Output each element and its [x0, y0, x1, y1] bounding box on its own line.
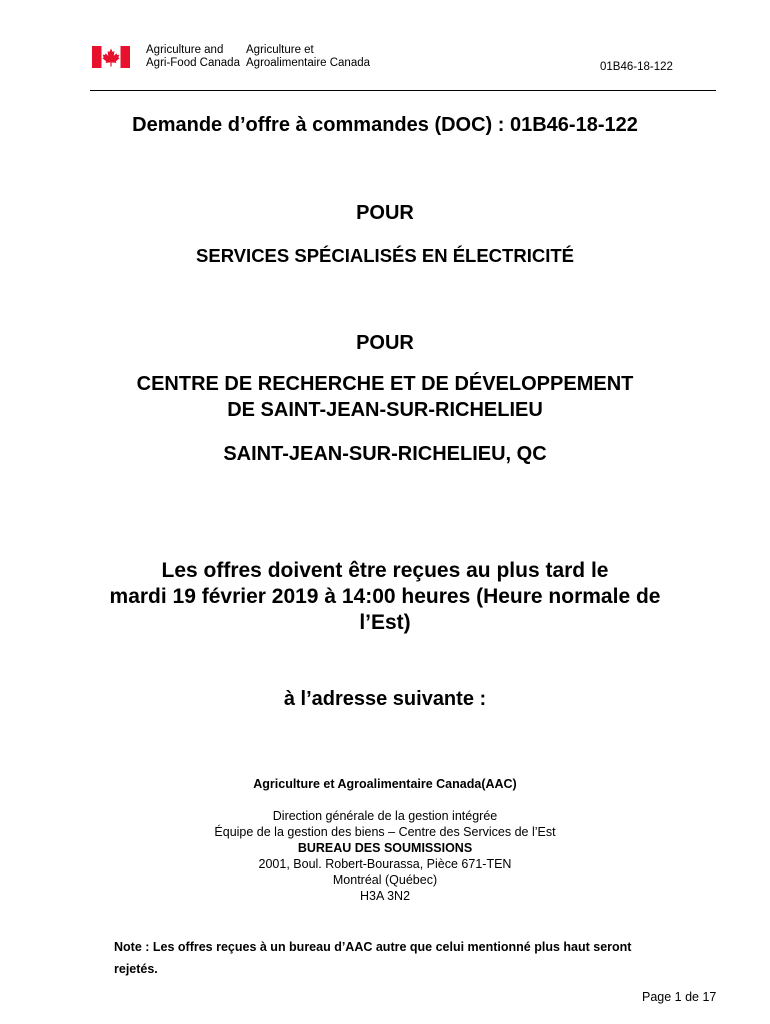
address-organization: Agriculture et Agroalimentaire Canada(AAC): [253, 777, 517, 791]
address-lead: à l’adresse suivante :: [283, 688, 487, 710]
deadline-line-1: Les offres doivent être reçues au plus tard le: [161, 559, 609, 582]
department-fr-line-2: Agroalimentaire Canada: [246, 57, 371, 69]
department-name-english: [146, 44, 240, 70]
page-title: Demande d’offre à commandes (DOC) : 01B46-18-122: [132, 114, 638, 136]
deadline-block: [0, 558, 770, 636]
address-block: [0, 808, 770, 904]
address-line-6: H3A 3N2: [359, 889, 411, 903]
address-line-3: BUREAU DES SOUMISSIONS: [297, 841, 473, 855]
centre-heading-line-2: DE SAINT-JEAN-SUR-RICHELIEU: [227, 399, 543, 421]
note-line-2: rejetés.: [114, 962, 158, 976]
address-line-5: Montréal (Québec): [332, 873, 438, 887]
address-line-4: 2001, Boul. Robert-Bourassa, Pièce 671-TEN: [258, 857, 512, 871]
deadline-line-3: l’Est): [359, 611, 411, 634]
department-fr-line-1: Agriculture et: [246, 44, 314, 56]
services-heading: SERVICES SPÉCIALISÉS EN ÉLECTRICITÉ: [196, 245, 574, 266]
note-line-1: Note : Les offres reçues à un bureau d’AAC autre que celui mentionné plus haut seront: [114, 940, 632, 954]
pour-heading-2: POUR: [356, 332, 414, 354]
header-divider: [90, 90, 716, 91]
pour-heading-1: POUR: [356, 202, 414, 224]
note: [114, 936, 704, 980]
document-reference: 01B46-18-122: [600, 61, 673, 73]
department-en-line-2: Agri-Food Canada: [146, 57, 240, 69]
page-number: Page 1 de 17: [642, 990, 717, 1004]
department-en-line-1: Agriculture and: [146, 44, 224, 56]
deadline-line-2: mardi 19 février 2019 à 14:00 heures (Heure normale de: [109, 585, 661, 608]
page-header: [0, 0, 770, 92]
address-line-2: Équipe de la gestion des biens – Centre des Services de l’Est: [214, 825, 556, 839]
department-name-french: [246, 44, 370, 70]
address-line-1: Direction générale de la gestion intégrée: [272, 809, 498, 823]
centre-heading-line-1: CENTRE DE RECHERCHE ET DE DÉVELOPPEMENT: [136, 373, 634, 395]
canada-flag-icon: [92, 46, 130, 68]
city-heading: SAINT-JEAN-SUR-RICHELIEU, QC: [223, 443, 547, 465]
